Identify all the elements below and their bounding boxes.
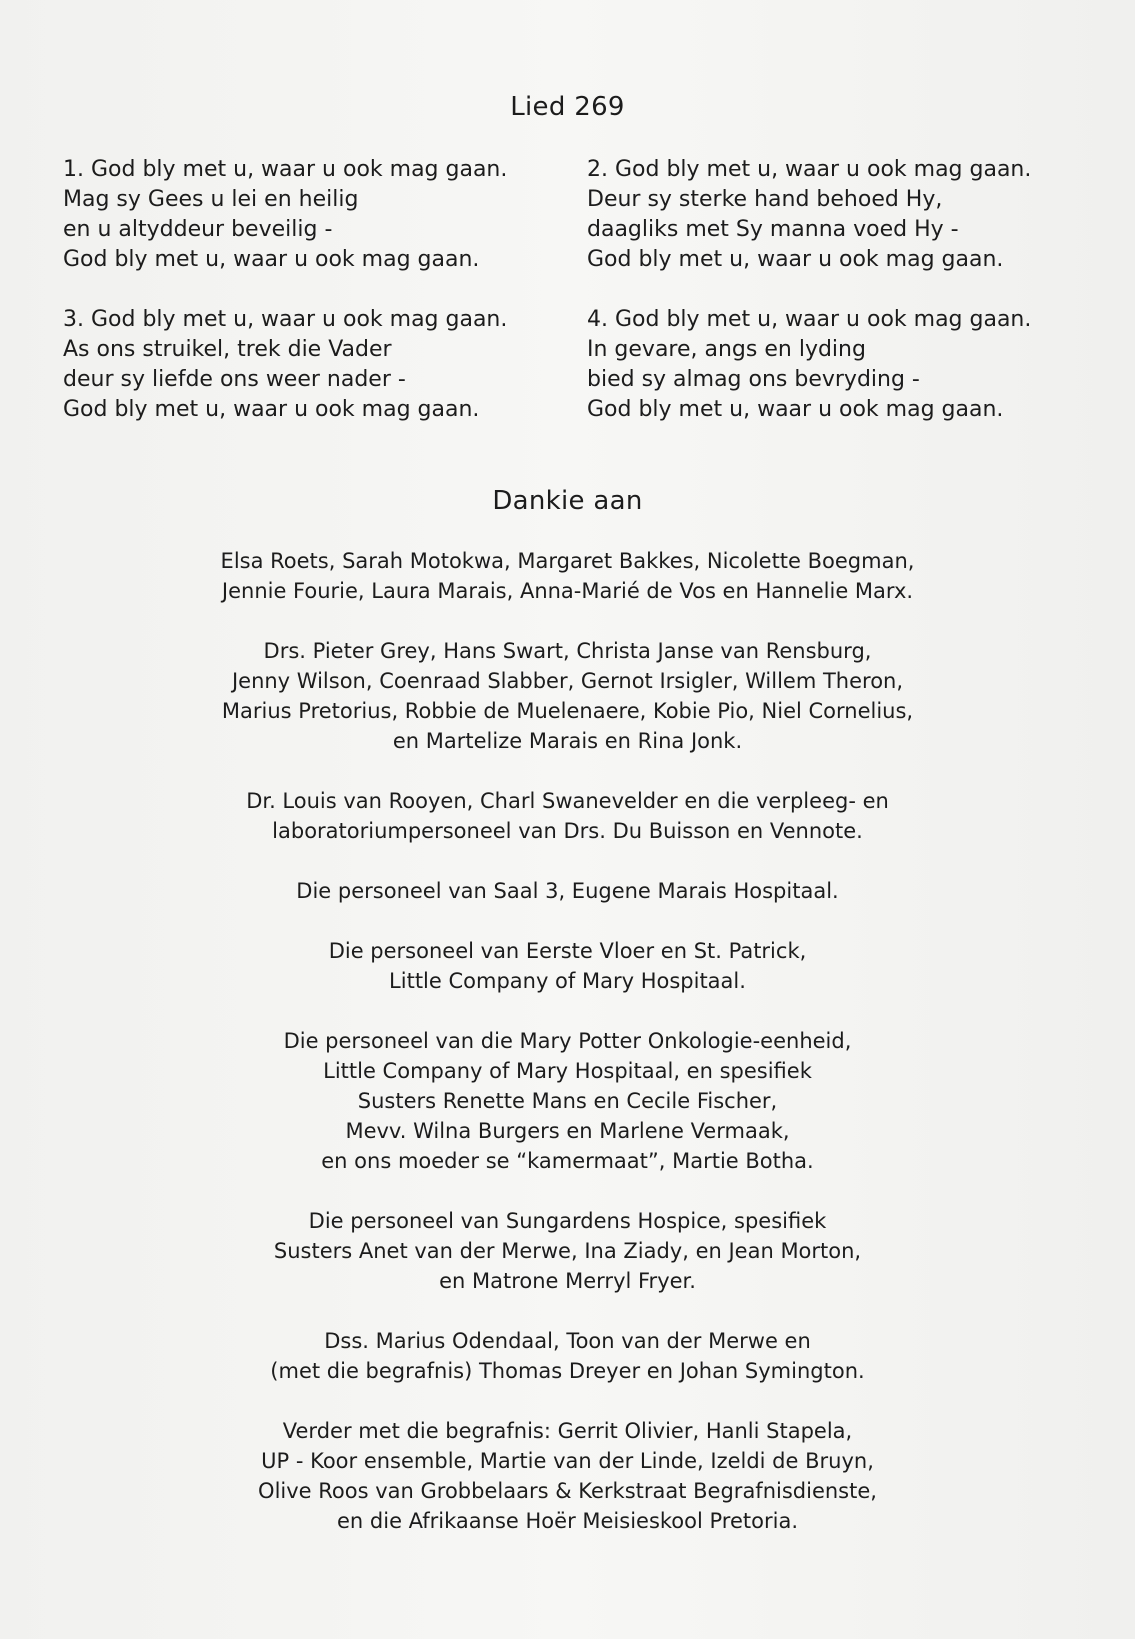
thanks-paragraph [0,1026,1135,1176]
thanks-title: Dankie aan [492,486,643,516]
verse-line: As ons struikel, trek die Vader [63,337,392,362]
verse-1 [63,155,507,275]
thanks-paragraph [0,1326,1135,1386]
verse-line: daagliks met Sy manna voed Hy - [587,217,959,242]
hymn-title: Lied 269 [510,92,625,122]
thanks-paragraph [0,636,1135,756]
verse-line: In gevare, angs en lyding [587,337,866,362]
thanks-line: Die personeel van die Mary Potter Onkologie-eenheid, [283,1029,852,1053]
verse-line: Deur sy sterke hand behoed Hy, [587,187,943,212]
thanks-line: (met die begrafnis) Thomas Dreyer en Johan Symington. [270,1359,865,1383]
thanks-line: en die Afrikaanse Hoër Meisieskool Pretoria. [337,1509,798,1533]
thanks-line: Little Company of Mary Hospitaal. [389,969,746,993]
verse-3 [63,305,507,425]
thanks-paragraph [0,1416,1135,1536]
verse-line: 2. God bly met u, waar u ook mag gaan. [587,157,1032,182]
verse-line: 3. God bly met u, waar u ook mag gaan. [63,307,508,332]
thanks-line: Susters Renette Mans en Cecile Fischer, [357,1089,778,1113]
thanks-line: Die personeel van Saal 3, Eugene Marais Hospitaal. [296,879,839,903]
verse-line: God bly met u, waar u ook mag gaan. [587,247,1004,272]
thanks-line: Die personeel van Sungardens Hospice, spesifiek [308,1209,827,1233]
thanks-line: Dr. Louis van Rooyen, Charl Swanevelder en die verpleeg- en [246,789,889,813]
verse-line: God bly met u, waar u ook mag gaan. [63,247,480,272]
verse-line: bied sy almag ons bevryding - [587,367,920,392]
thanks-line: Verder met die begrafnis: Gerrit Olivier, Hanli Stapela, [282,1419,853,1443]
thanks-line: en Matrone Merryl Fryer. [439,1269,696,1293]
thanks-paragraph [0,1206,1135,1296]
thanks-line: laboratoriumpersoneel van Drs. Du Buisson en Vennote. [272,819,863,843]
thanks-line: Marius Pretorius, Robbie de Muelenaere, Kobie Pio, Niel Cornelius, [221,699,914,723]
verse-line: God bly met u, waar u ook mag gaan. [63,397,480,422]
verse-line: Mag sy Gees u lei en heilig [63,187,359,212]
thanks-line: Susters Anet van der Merwe, Ina Ziady, en Jean Morton, [273,1239,862,1263]
thanks-line: en Martelize Marais en Rina Jonk. [392,729,743,753]
thanks-paragraph [0,546,1135,606]
thanks-line: Dss. Marius Odendaal, Toon van der Merwe en [324,1329,811,1353]
verse-line: 4. God bly met u, waar u ook mag gaan. [587,307,1032,332]
thanks-line: Jennie Fourie, Laura Marais, Anna-Marié de Vos en Hannelie Marx. [221,579,914,603]
thanks-line: Drs. Pieter Grey, Hans Swart, Christa Janse van Rensburg, [263,639,872,663]
verse-2 [587,155,1031,275]
verse-line: 1. God bly met u, waar u ook mag gaan. [63,157,508,182]
verse-line: God bly met u, waar u ook mag gaan. [587,397,1004,422]
thanks-line: Elsa Roets, Sarah Motokwa, Margaret Bakkes, Nicolette Boegman, [220,549,915,573]
thanks-line: UP - Koor ensemble, Martie van der Linde, Izeldi de Bruyn, [261,1449,874,1473]
thanks-line: Die personeel van Eerste Vloer en St. Patrick, [328,939,807,963]
thanks-line: Little Company of Mary Hospitaal, en spesifiek [323,1059,812,1083]
thanks-line: en ons moeder se “kamermaat”, Martie Botha. [321,1149,814,1173]
verse-line: en u altyddeur beveilig - [63,217,333,242]
verse-line: deur sy liefde ons weer nader - [63,367,406,392]
verse-4 [587,305,1031,425]
thanks-paragraph [0,876,1135,906]
thanks-paragraph [0,936,1135,996]
thanks-paragraph [0,786,1135,846]
thanks-line: Jenny Wilson, Coenraad Slabber, Gernot Irsigler, Willem Theron, [231,669,904,693]
thanks-line: Mevv. Wilna Burgers en Marlene Vermaak, [345,1119,790,1143]
thanks-line: Olive Roos van Grobbelaars & Kerkstraat Begrafnisdienste, [258,1479,877,1503]
